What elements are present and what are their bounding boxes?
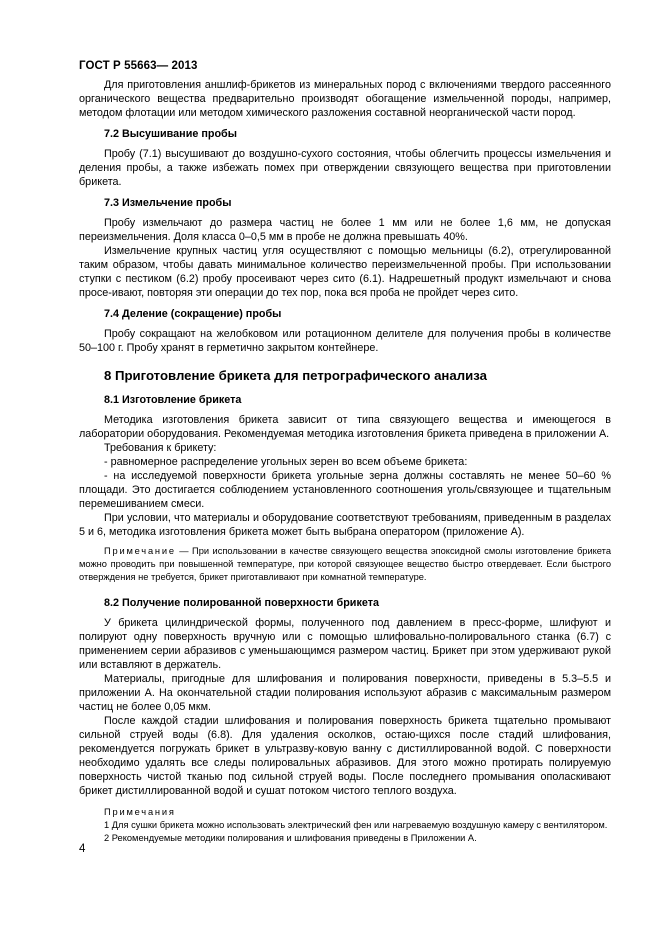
section-8-1-note xyxy=(79,545,611,584)
section-8-1-title: 8.1 Изготовление брикета xyxy=(104,394,242,406)
section-8-1-paragraph-1: Методика изготовления брикета зависит от типа связующего вещества и имеющегося в лаборатории оборудования. Рекомендуемая методика изготовления брикета приведена в приложении А. xyxy=(79,414,611,440)
section-8-1-list-item-1: - равномерное распределение угольных зерен во всем объеме брикета: xyxy=(104,456,468,468)
page-number: 4 xyxy=(79,843,86,855)
section-7-4-paragraph: Пробу сокращают на желобковом или ротационном делителе для получения пробы в количестве 50–100 г. Пробу хранят в герметично закрытом контейнере. xyxy=(79,328,611,354)
section-7-3-paragraph-2: Измельчение крупных частиц угля осуществляют с помощью мельницы (6.2), отрегулированной таким образом, чтобы давать минимальное количество переизмельченной пробы. При использовании ступки с пестиком (6.2) пробу просеивают через сито (6.1). Надрешетный продукт измельчают и снова просе-ивают, повторяя эти операции до тех пор, пока вся проба не пройдет через сито. xyxy=(79,245,611,299)
section-8-1-paragraph-5: При условии, что материалы и оборудование соответствуют требованиям, приведенным в разделах 5 и 6, методика изготовления брикета может быть выбрана оператором (приложение А). xyxy=(79,512,611,538)
section-8-2-paragraph-1: У брикета цилиндрической формы, полученного под давлением в пресс-форме, шлифуют и полируют одну поверхность вручную или с помощью шлифовально-полировального станка (6.7) с применением серии абразивов с уменьшающимся размером частиц. Брикет при этом удерживают рукой или вставляют в держатель. xyxy=(79,617,611,671)
section-8-2-notes xyxy=(79,806,611,845)
intro-paragraph: Для приготовления аншлиф-брикетов из минеральных пород с включениями твердого рассеянного органического вещества предварительно производят обогащение измельченной породы, например, методом флотации или методом химического разложения составной неорганической части пород. xyxy=(79,79,611,119)
section-8-1-paragraph-2: Требования к брикету: xyxy=(104,442,217,454)
section-8-2-paragraph-2: Материалы, пригодные для шлифования и полирования поверхности, приведены в 5.3–5.5 и приложении А. На окончательной стадии полирования используют абразив с максимальным размером частиц не более 0,05 мкм. xyxy=(79,673,611,713)
section-7-2-title: 7.2 Высушивание пробы xyxy=(104,128,237,140)
section-8-2-title: 8.2 Получение полированной поверхности брикета xyxy=(104,597,379,609)
section-8-2-paragraph-3: После каждой стадии шлифования и полирования поверхность брикета тщательно промывают сильной струей воды (6.8). Для удаления осколков, остаю-щихся после стадий шлифования, рекомендуется погружать брикет в ультразву-ковую ванну с дистиллированной водой. С поверхности необходимо удалять все следы полировальных абразивов. Для этого можно протирать полируемую поверхность чистой тканью под сильной струей воды. После последнего промывания ополаскивают брикет дистиллированной водой и сушат потоком чистого теплого воздуха. xyxy=(79,715,611,797)
document-body xyxy=(79,78,611,845)
section-7-4-title: 7.4 Деление (сокращение) пробы xyxy=(104,308,282,320)
note-item-1: 1 Для сушки брикета можно использовать электрический фен или нагреваемую воздушную камеру с вентилятором. xyxy=(104,820,608,830)
section-7-2-paragraph: Пробу (7.1) высушивают до воздушно-сухого состояния, чтобы облегчить процессы измельчения и деления пробы, а также избежать помех при отверждении связующего вещества при приготовлении брикета. xyxy=(79,148,611,188)
section-8-title: 8 Приготовление брикета для петрографического анализа xyxy=(104,368,487,383)
note-item-2: 2 Рекомендуемые методики полирования и шлифования приведены в Приложении А. xyxy=(104,833,477,843)
note-label: Примечание xyxy=(104,546,176,556)
section-7-3-title: 7.3 Измельчение пробы xyxy=(104,197,232,209)
notes-heading: Примечания xyxy=(104,807,176,817)
note-text: — При использовании в качестве связующего вещества эпоксидной смолы изготовление брикета можно проводить при повышенной температуре, при которой связующее вещество быстро отвердевает. Если быстрого отверждения не требуется, брикет приготавливают при комнатной температуре. xyxy=(79,546,611,582)
section-8-1-list-item-2: - на исследуемой поверхности брикета угольные зерна должны составлять не менее 50–60 % площади. Это достигается соблюдением установленного соотношения уголь/связующее и тщательным перемешиванием смеси. xyxy=(79,470,611,510)
section-7-3-paragraph-1: Пробу измельчают до размера частиц не более 1 мм или не более 1,6 мм, не допуская переизмельчения. Доля класса 0–0,5 мм в пробе не должна превышать 40%. xyxy=(79,217,611,243)
standard-header: ГОСТ Р 55663— 2013 xyxy=(79,60,198,72)
